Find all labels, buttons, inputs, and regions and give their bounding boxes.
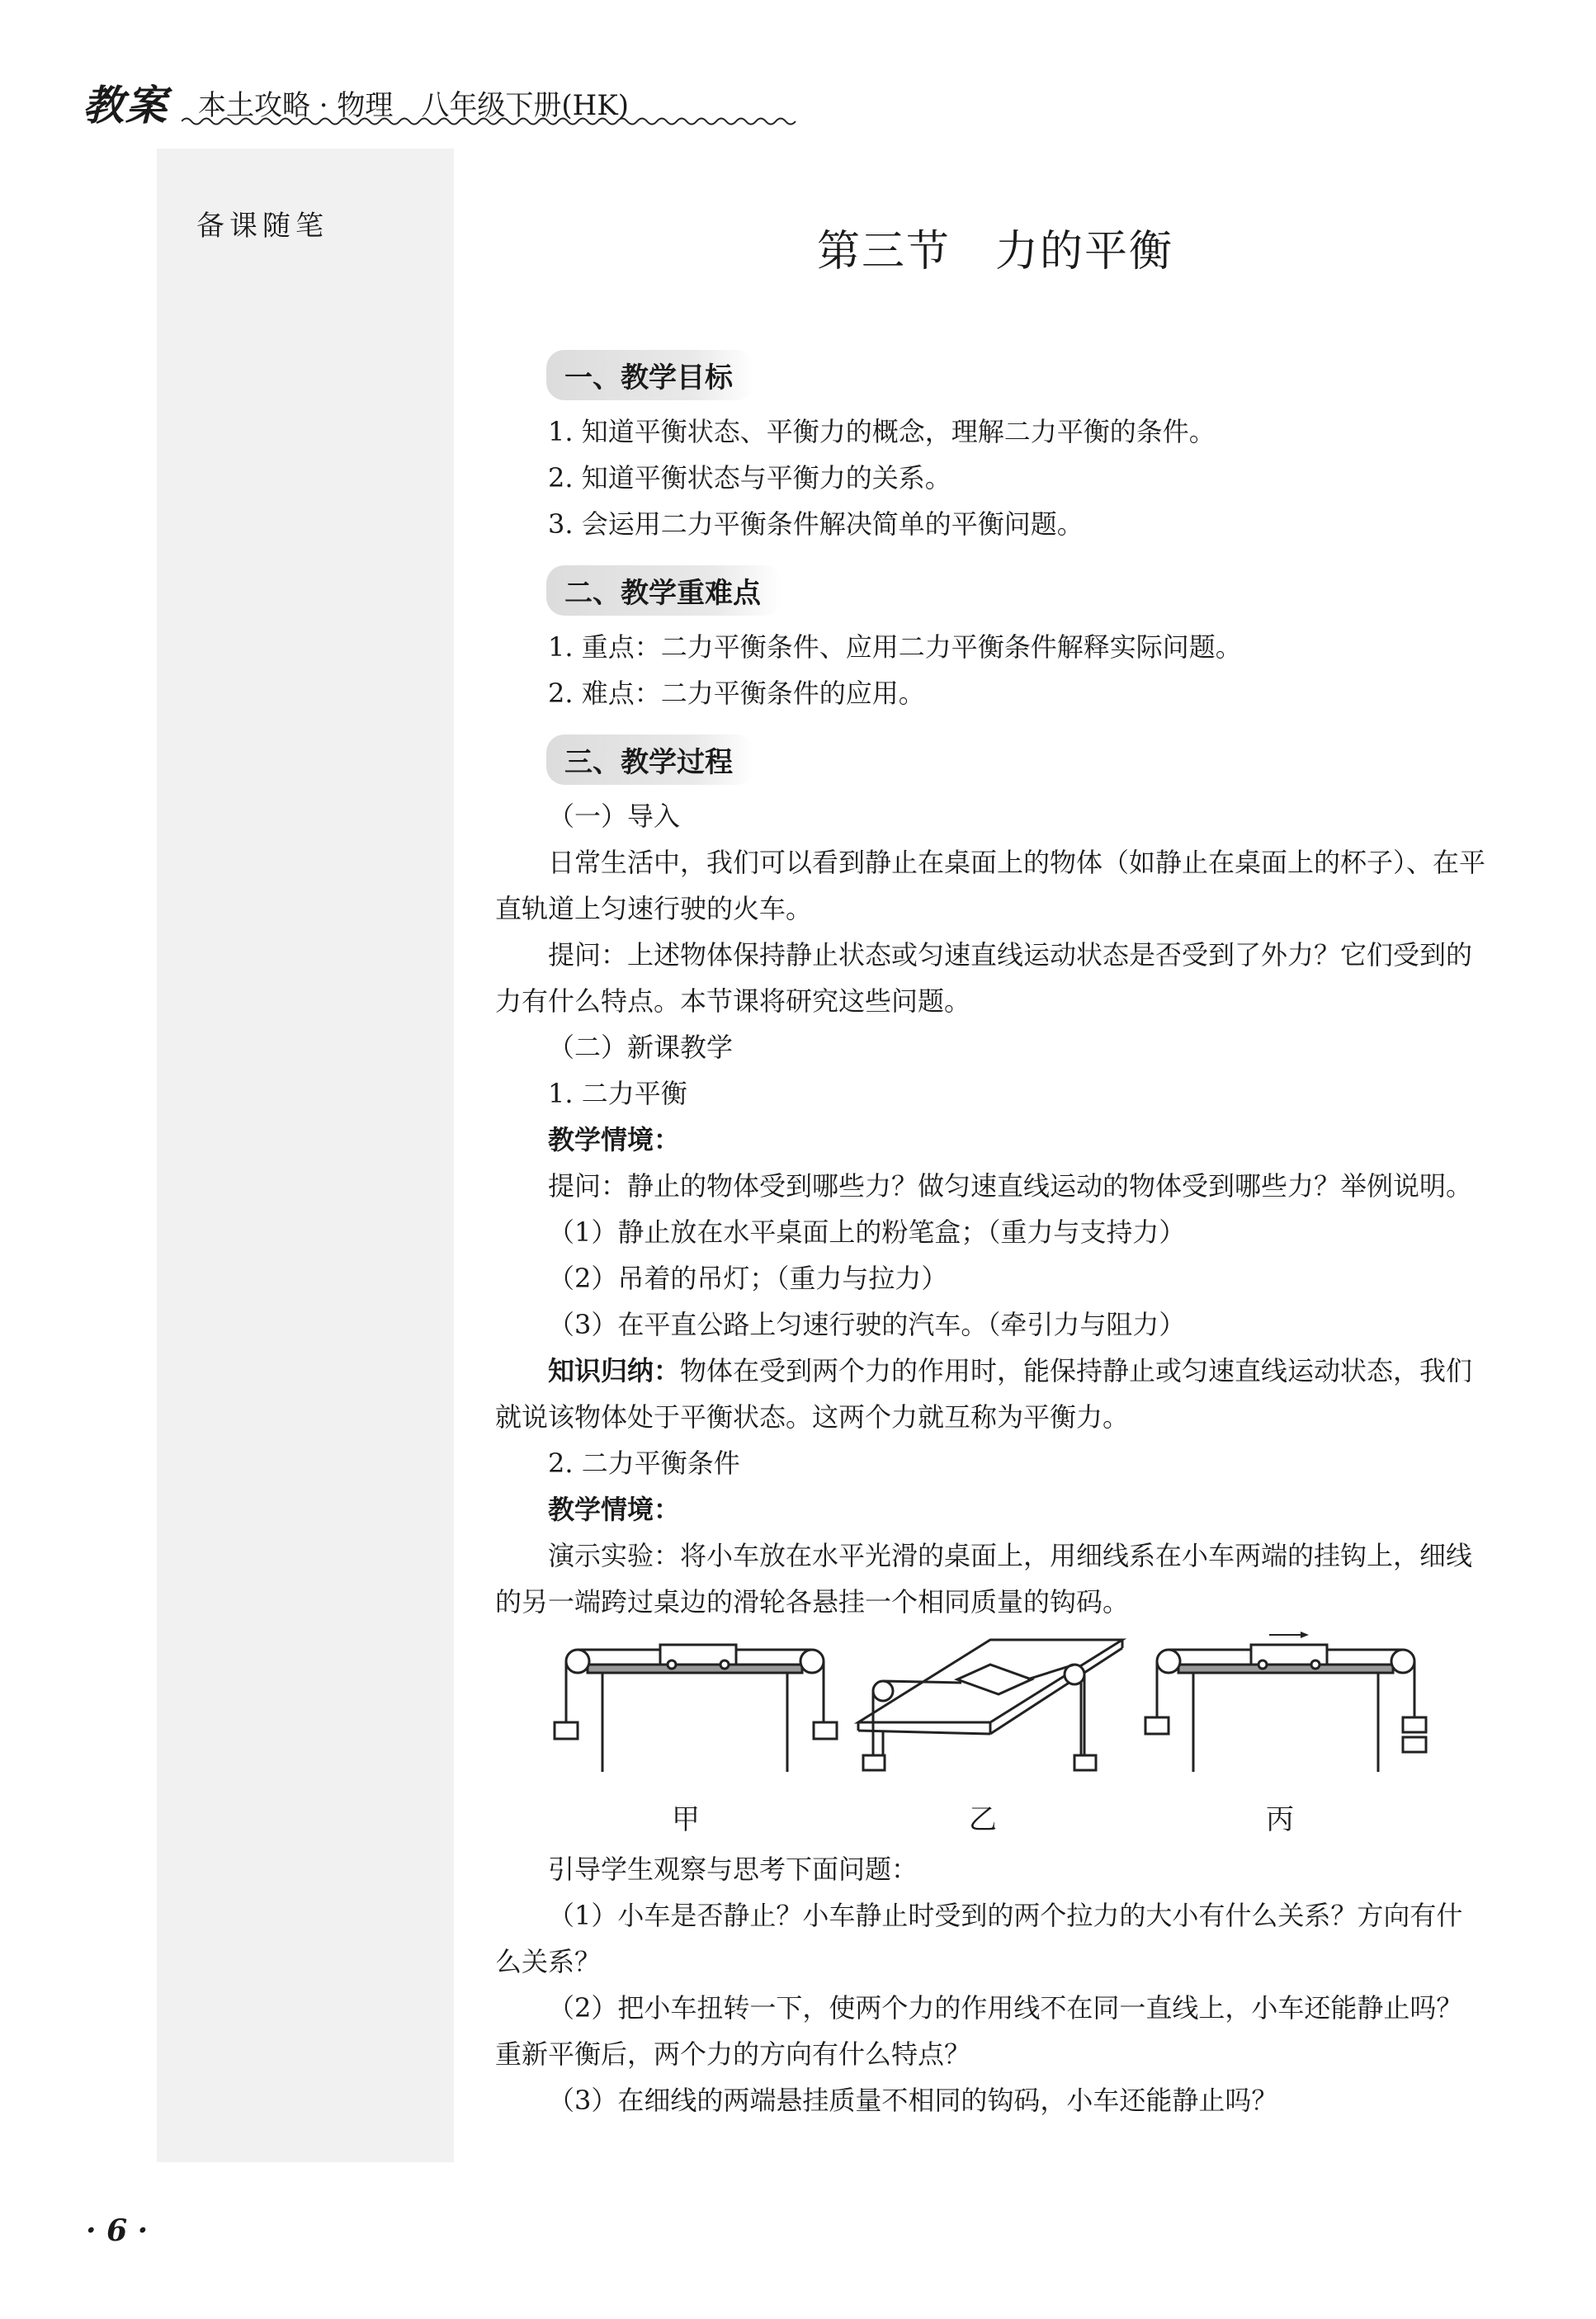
book-subtitle: 本土攻略 · 物理 八年级下册(HK): [198, 89, 630, 122]
knowledge-summary: 知识归纳：物体在受到两个力的作用时，能保持静止或匀速直线运动状态，我们就说该物体处于平衡状态。这两个力就互称为平衡力。: [495, 1355, 1473, 1433]
question-item: （2）把小车扭转一下，使两个力的作用线不在同一直线上，小车还能静止吗？重新平衡后，两个力的方向有什么特点？: [495, 1992, 1463, 2070]
subheading-new: （二）新课教学: [548, 1032, 734, 1063]
goal-item: 2. 知道平衡状态与平衡力的关系。: [548, 462, 951, 494]
subheading-part1: 1. 二力平衡: [548, 1078, 687, 1109]
paragraph: 提问：静止的物体受到哪些力？做匀速直线运动的物体受到哪些力？举例说明。: [548, 1170, 1473, 1202]
subheading-part2: 2. 二力平衡条件: [548, 1448, 740, 1479]
example-item: （3）在平直公路上匀速行驶的汽车。（牵引力与阻力）: [548, 1309, 1186, 1340]
key-point-item: 1. 重点：二力平衡条件、应用二力平衡条件解释实际问题。: [548, 631, 1242, 663]
lesson-content: [495, 350, 1485, 2123]
paragraph: 演示实验：将小车放在水平光滑的桌面上，用细线系在小车两端的挂钩上，细线的另一端跨过桌边的滑轮各悬挂一个相同质量的钩码。: [495, 1540, 1473, 1618]
paragraph: 引导学生观察与思考下面问题：: [548, 1854, 918, 1885]
example-item: （1）静止放在水平桌面上的粉笔盒；（重力与支持力）: [548, 1216, 1186, 1248]
figure-label-bing: 丙: [1266, 1803, 1294, 1836]
question-item: （3）在细线的两端悬挂质量不相同的钩码，小车还能静止吗？: [548, 2085, 1278, 2116]
subheading-intro: （一）导入: [548, 801, 681, 832]
section-heading-process: 三、教学过程: [546, 734, 754, 785]
notes-label: 备课随笔: [196, 210, 328, 243]
setup-bing: [1145, 1632, 1426, 1772]
situation-label: 教学情境：: [548, 1124, 681, 1155]
figure-label-jia: 甲: [672, 1803, 700, 1836]
figure-label-yi: 乙: [969, 1803, 997, 1836]
lesson-title: 第三节 力的平衡: [817, 227, 1174, 276]
brand-title: 教案: [83, 82, 168, 130]
goal-item: 1. 知道平衡状态、平衡力的概念，理解二力平衡的条件。: [548, 416, 1216, 447]
section-heading-goals: 一、教学目标: [546, 350, 754, 400]
experiment-figure: [495, 1632, 1485, 1846]
key-point-item: 2. 难点：二力平衡条件的应用。: [548, 678, 925, 709]
setup-yi: [858, 1640, 1122, 1770]
experiment-diagrams: [495, 1632, 1485, 1797]
page-header: [83, 73, 743, 130]
page-number: · 6 ·: [86, 2213, 149, 2248]
situation-label: 教学情境：: [548, 1494, 681, 1525]
notes-margin: [157, 149, 454, 2162]
paragraph: 提问：上述物体保持静止状态或匀速直线运动状态是否受到了外力？它们受到的力有什么特点。本节课将研究这些问题。: [495, 939, 1473, 1017]
goal-item: 3. 会运用二力平衡条件解决简单的平衡问题。: [548, 508, 1084, 540]
wave-rule: [182, 116, 817, 127]
question-item: （1）小车是否静止？小车静止时受到的两个拉力的大小有什么关系？方向有什么关系？: [495, 1900, 1463, 1977]
example-item: （2）吊着的吊灯；（重力与拉力）: [548, 1263, 948, 1294]
paragraph: 日常生活中，我们可以看到静止在桌面上的物体（如静止在桌面上的杯子）、在平直轨道上匀速行驶的火车。: [495, 847, 1486, 924]
section-heading-key-points: 二、教学重难点: [546, 565, 782, 616]
setup-jia: [555, 1645, 837, 1772]
